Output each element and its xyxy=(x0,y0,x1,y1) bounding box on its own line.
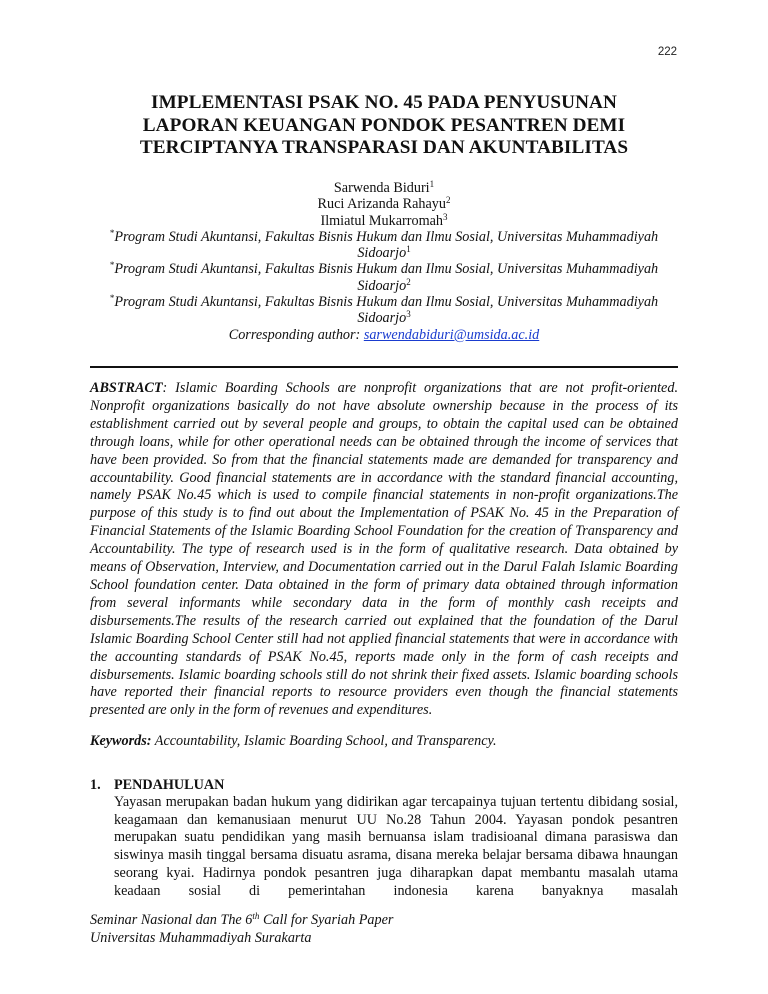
affiliation-3-city xyxy=(90,310,678,326)
affiliation-text: Program Studi Akuntansi, Fakultas Bisnis Hukum dan Ilmu Sosial, Universitas Muhammadiyah xyxy=(114,261,659,278)
abstract-separator: : xyxy=(162,380,176,396)
affiliation-text: Program Studi Akuntansi, Fakultas Bisnis Hukum dan Ilmu Sosial, Universitas Muhammadiyah xyxy=(114,228,659,245)
affiliation-city: Sidoarjo xyxy=(357,245,407,262)
header-divider xyxy=(90,366,678,368)
abstract xyxy=(90,380,678,720)
section-heading xyxy=(90,777,224,794)
body-paragraph: Yayasan merupakan badan hukum yang didirikan agar tercapainya tujuan tertentu dibidang sosial, keagamaan dan kemanusiaan menurut UU No.28 Tahun 2004. Yayasan pondok pesantren merupakan suatu pendidikan yang masih bernuansa islam tradisioanal dimana parasiswa dan siswinya masih tinggal bersama disuatu asrama, disana mereka belajar bersama dibawa hnaungan seorang kyai. Hadirnya pondok pesantren juga diharapkan dapat membantu masalah utama keadaan sosial di pemerintahan indonesia karena banyaknya masalah xyxy=(114,794,678,899)
author-block xyxy=(90,180,678,343)
affiliation-sup: 2 xyxy=(406,276,411,287)
author-sup: 1 xyxy=(429,179,435,189)
corresponding-email-link[interactable]: sarwendabiduri@umsida.ac.id xyxy=(363,326,540,343)
author-name: Sarwenda Biduri xyxy=(333,180,430,196)
page-number: 222 xyxy=(657,46,677,58)
footer-conference-suffix: Call for Syariah Paper xyxy=(259,912,394,928)
corresponding-label: Corresponding author: xyxy=(228,326,364,343)
affiliation-sup: 3 xyxy=(406,309,411,320)
affiliation-marker: * xyxy=(109,293,115,304)
abstract-text: Islamic Boarding Schools are nonprofit organizations that are not profit-oriented. Nonprofit organizations basically do not have absolute ownership because in the process of its establishment carried out by several people and groups, to obtain the capital used can be obtained through loans, while for other operational needs can be obtained through the income of services that have been provided. So from that the financial statements made are demanded for transparency and accountability. Good financial statements are in accordance with the standard financial accounting, namely PSAK No.45 which is used to compile financial statements in non-profit organizations.The purpose of this study is to find out about the Implementation of PSAK No. 45 in the Preparation of Financial Statements of the Islamic Boarding School Foundation for the creation of Transparency and Accountability. The type of research used is in the form of qualitative research. Data obtained by means of Observation, Interview, and Documentation carried out in the Darul Falah Islamic Boarding School foundation center. Data obtained in the form of primary data obtained through information from several informants while secondary data in the form of monthly cash receipts and disbursements.The results of the research carried out explained that the foundation of the Darul Islamic Boarding School Center still had not applied financial statements that were in accordance with the accounting standards of PSAK No.45, reports made only in the form of cash receipts and disbursements. Islamic boarding schools still do not shrink their fixed assets. Islamic boarding schools have reported their financial reports to resource providers even though the financial statements presented are only in the form of revenues and expenditures. xyxy=(90,380,678,719)
affiliation-city: Sidoarjo xyxy=(357,277,407,294)
section-number: 1. xyxy=(90,777,101,793)
title-line-3: TERCIPTANYA TRANSPARASI DAN AKUNTABILITAS xyxy=(139,137,629,158)
footer-conference xyxy=(90,912,393,930)
author-sup: 3 xyxy=(443,211,448,222)
author-3 xyxy=(90,213,678,229)
affiliation-marker: * xyxy=(109,260,115,271)
page-footer xyxy=(90,912,393,947)
title-line-2: LAPORAN KEUANGAN PONDOK PESANTREN DEMI xyxy=(142,114,626,136)
footer-university: Universitas Muhammadiyah Surakarta xyxy=(90,929,312,946)
abstract-label: ABSTRACT xyxy=(90,380,163,396)
title-line-1: IMPLEMENTASI PSAK NO. 45 PADA PENYUSUNAN xyxy=(151,92,617,113)
affiliation-text: Program Studi Akuntansi, Fakultas Bisnis Hukum dan Ilmu Sosial, Universitas Muhammadiyah xyxy=(114,294,659,311)
keywords xyxy=(90,733,678,750)
keywords-text: Accountability, Islamic Boarding School, and Transparency. xyxy=(151,733,497,749)
affiliation-city: Sidoarjo xyxy=(357,310,407,327)
footer-conference-prefix: Seminar Nasional dan The 6 xyxy=(90,912,253,928)
author-name: Ruci Arizanda Rahayu xyxy=(317,196,446,213)
corresponding-author xyxy=(90,327,678,343)
affiliation-1 xyxy=(90,229,678,245)
affiliation-2 xyxy=(90,261,678,277)
author-name: Ilmiatul Mukarromah xyxy=(320,212,444,229)
affiliation-sup: 1 xyxy=(406,244,411,255)
footer-sup: th xyxy=(252,911,260,921)
affiliation-1-city xyxy=(90,245,678,261)
author-1 xyxy=(90,180,678,196)
paper-title xyxy=(90,92,678,160)
author-sup: 2 xyxy=(445,195,451,206)
keywords-label: Keywords: xyxy=(90,733,152,749)
affiliation-marker: * xyxy=(109,227,115,238)
section-title: PENDAHULUAN xyxy=(114,777,225,793)
author-2 xyxy=(90,196,678,212)
affiliation-3 xyxy=(90,294,678,310)
affiliation-2-city xyxy=(90,278,678,294)
